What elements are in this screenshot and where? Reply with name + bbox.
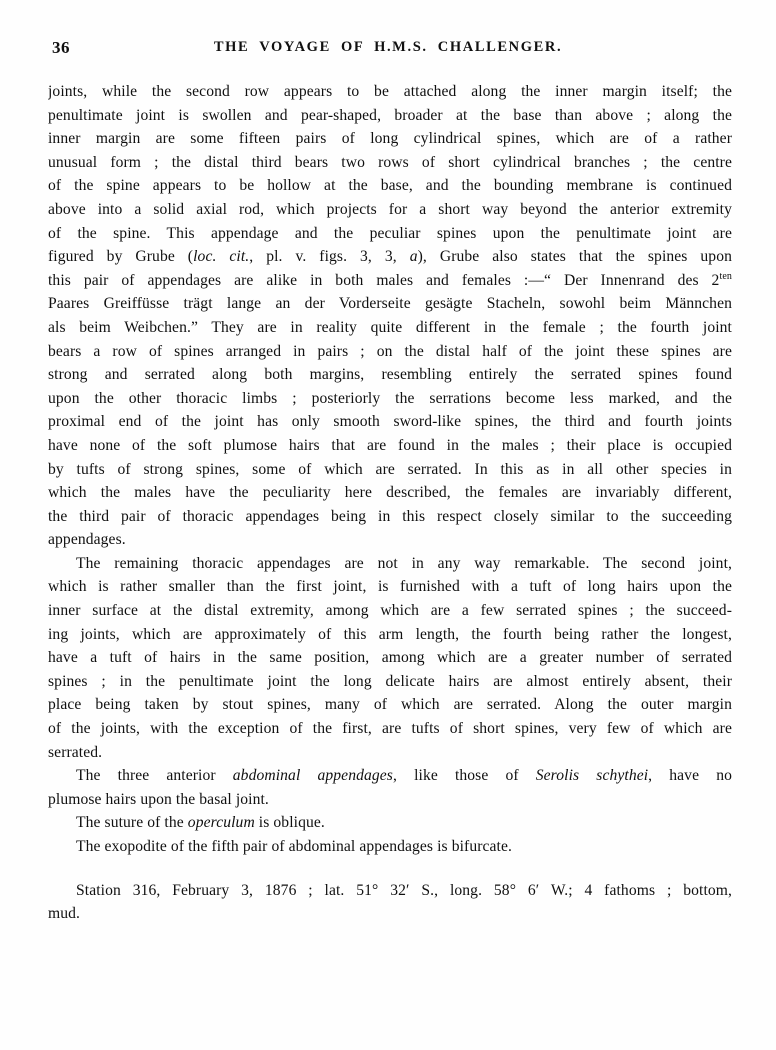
text-segment: of the joints, with the exception of the first, are tufts of short spines, very few of which are	[48, 720, 732, 738]
text-line	[48, 174, 732, 198]
running-title: THE VOYAGE OF H.M.S. CHALLENGER.	[213, 39, 563, 55]
paragraph	[48, 80, 732, 552]
text-segment: , pl. v. figs. 3, 3,	[249, 248, 410, 266]
text-line	[48, 811, 732, 835]
text-line	[48, 363, 732, 387]
text-line	[48, 340, 732, 364]
text-segment: appendages.	[48, 531, 126, 549]
text-line	[48, 127, 732, 151]
text-segment: ), Grube also states that the spines upon	[417, 248, 732, 266]
text-segment: by tufts of strong spines, some of which are serrated. In this as in all other species in	[48, 460, 732, 478]
paragraph	[48, 811, 732, 835]
italic-text: abdominal appendages	[232, 767, 393, 785]
text-segment: proximal end of the joint has only smooth sword-like spines, the third and fourth joints	[48, 413, 732, 431]
text-line	[48, 623, 732, 647]
italic-text: Serolis schythei	[535, 767, 649, 785]
text-line	[48, 902, 732, 926]
text-segment: , have no	[648, 767, 732, 785]
text-segment: bears a row of spines arranged in pairs ; on the distal half of the joint these spines are	[48, 342, 732, 360]
text-segment: inner margin are some fifteen pairs of long cylindrical spines, which are of a rather	[48, 130, 732, 148]
text-segment: The three anterior	[76, 767, 233, 785]
text-line	[48, 104, 732, 128]
page-text	[48, 80, 732, 926]
text-line	[48, 481, 732, 505]
text-segment: The remaining thoracic appendages are not in any way remarkable. The second joint,	[76, 554, 732, 572]
text-segment: this pair of appendages are alike in both males and females :—“ Der Innenrand des 2	[48, 271, 720, 289]
text-line	[48, 552, 732, 576]
text-segment: Station 316, February 3, 1876 ; lat. 51° 32′ S., long. 58° 6′ W.; 4 fathoms ; bottom,	[76, 881, 732, 899]
text-segment: figured by Grube (	[48, 248, 194, 266]
text-segment: mud.	[48, 905, 81, 923]
text-segment: which is rather smaller than the first joint, is furnished with a tuft of long hairs upon the	[48, 578, 732, 596]
text-line	[48, 292, 732, 316]
paragraph	[48, 879, 732, 926]
text-line	[48, 80, 732, 104]
text-line	[48, 575, 732, 599]
text-segment: of the spine appears to be hollow at the base, and the bounding membrane is continued	[48, 177, 732, 195]
text-segment: plumose hairs upon the basal joint.	[48, 790, 269, 808]
text-line	[48, 879, 732, 903]
italic-text: loc. cit.	[193, 248, 250, 266]
text-line	[48, 269, 732, 293]
text-line	[48, 387, 732, 411]
text-line	[48, 717, 732, 741]
text-segment: penultimate joint is swollen and pear-shaped, broader at the base than above ; along the	[48, 106, 732, 124]
paragraph	[48, 552, 732, 764]
italic-text: operculum	[187, 814, 255, 832]
text-line	[48, 835, 732, 859]
text-segment: of the spine. This appendage and the peculiar spines upon the penultimate joint are	[48, 224, 732, 242]
text-line	[48, 646, 732, 670]
text-line	[48, 151, 732, 175]
text-segment: have none of the soft plumose hairs that are found in the males ; their place is occupied	[48, 436, 732, 454]
italic-text: a	[409, 248, 418, 266]
paragraph	[48, 835, 732, 859]
text-line	[48, 788, 732, 812]
superscript-text: ten	[719, 270, 732, 282]
text-line	[48, 528, 732, 552]
text-segment: The suture of the	[76, 814, 188, 832]
text-line	[48, 316, 732, 340]
text-line	[48, 741, 732, 765]
text-segment: have a tuft of hairs in the same position, among which are a greater number of serrated	[48, 649, 732, 667]
text-line	[48, 670, 732, 694]
text-segment: place being taken by stout spines, many of which are serrated. Along the outer margin	[48, 696, 732, 714]
page-number: 36	[52, 38, 70, 57]
text-segment: upon the other thoracic limbs ; posteriorly the serrations become less marked, and the	[48, 389, 732, 407]
text-line	[48, 693, 732, 717]
text-line	[48, 198, 732, 222]
text-segment: inner surface at the distal extremity, among which are a few serrated spines ; the succeed-	[48, 602, 732, 620]
text-line	[48, 245, 732, 269]
text-segment: Paares Greiffüsse trägt lange an der Vorderseite gesägte Stacheln, sowohl beim Männchen	[48, 295, 732, 313]
text-segment: the third pair of thoracic appendages being in this respect closely similar to the succeeding	[48, 507, 732, 525]
text-line	[48, 505, 732, 529]
text-line	[48, 222, 732, 246]
text-segment: above into a solid axial rod, which projects for a short way beyond the anterior extremity	[48, 200, 732, 218]
text-line	[48, 764, 732, 788]
text-segment: serrated.	[48, 743, 103, 761]
text-segment: which the males have the peculiarity here described, the females are invariably different,	[48, 484, 732, 502]
text-segment: The exopodite of the fifth pair of abdominal appendages is bifurcate.	[76, 838, 513, 855]
text-segment: als beim Weibchen.” They are in reality quite different in the female ; the fourth joint	[48, 318, 732, 336]
text-line	[48, 434, 732, 458]
text-line	[48, 458, 732, 482]
text-segment: unusual form ; the distal third bears two rows of short cylindrical branches ; the centre	[48, 153, 732, 171]
page-header	[0, 38, 776, 62]
paragraph	[48, 764, 732, 811]
text-line	[48, 599, 732, 623]
text-line	[48, 410, 732, 434]
text-segment: is oblique.	[254, 814, 325, 832]
text-segment: strong and serrated along both margins, resembling entirely the serrated spines found	[48, 366, 732, 384]
text-segment: ing joints, which are approximately of this arm length, the fourth being rather the longest,	[48, 625, 732, 643]
text-segment: joints, while the second row appears to be attached along the inner margin itself; the	[48, 83, 732, 100]
text-segment: , like those of	[392, 767, 536, 785]
text-segment: spines ; in the penultimate joint the long delicate hairs are almost entirely absent, their	[48, 672, 732, 690]
